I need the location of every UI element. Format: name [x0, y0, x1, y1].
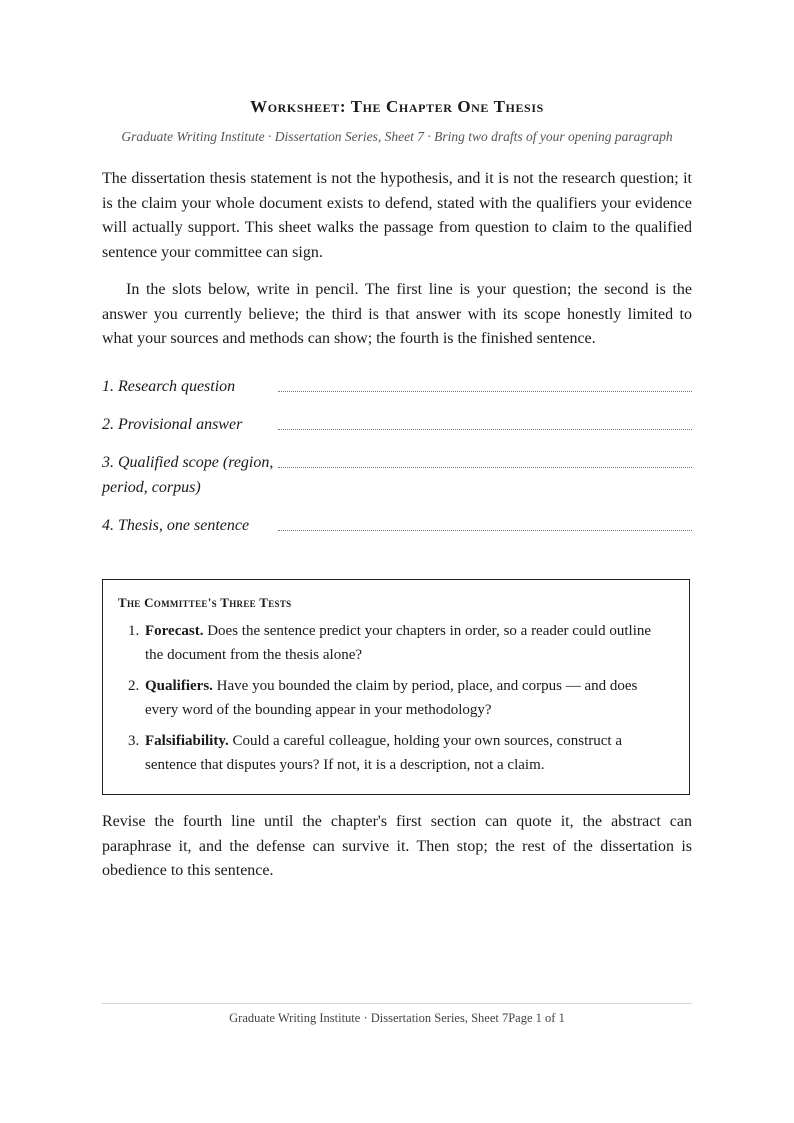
- page-footer: [102, 1010, 692, 1026]
- committee-tests-box: [102, 579, 690, 795]
- test-term: Falsifiability.: [145, 733, 229, 749]
- footer-source: Graduate Writing Institute · Dissertation Series, Sheet 7: [229, 1011, 509, 1025]
- slot-write-line[interactable]: [278, 374, 692, 392]
- test-item-falsifiability: [103, 730, 691, 777]
- slot-thesis: [102, 513, 692, 538]
- answer-slots: [102, 374, 692, 551]
- test-term: Forecast.: [145, 623, 204, 639]
- closing-paragraph: Revise the fourth line until the chapter's first section can quote it, the abstract can paraphrase it, and the defense can survive it. Then stop; the rest of the dissertation is obedience to this sentence.: [102, 813, 692, 880]
- footer-divider: [102, 1003, 692, 1004]
- test-item-forecast: [103, 620, 691, 667]
- test-number: 3.: [128, 733, 140, 749]
- slot-write-line[interactable]: [278, 513, 692, 531]
- slot-write-line[interactable]: [278, 412, 692, 430]
- slot-label: 2. Provisional answer: [102, 416, 243, 433]
- tests-list: [103, 620, 691, 785]
- test-text: Could a careful colleague, holding your own sources, construct a sentence that disputes yours? If not, it is a description, not a claim.: [145, 733, 622, 773]
- test-number: 2.: [128, 678, 140, 694]
- instructions-paragraph: In the slots below, write in pencil. The first line is your question; the second is the answer you currently believe; the third is that answer with its scope honestly limited to what your sources and methods can show; the fourth is the finished sentence.: [102, 281, 692, 348]
- footer-page-number: Page 1 of 1: [508, 1011, 565, 1025]
- test-number: 1.: [128, 623, 140, 639]
- slot-research-question: [102, 374, 692, 399]
- test-text: Have you bounded the claim by period, place, and corpus — and does every word of the bounding appear in your methodology?: [145, 678, 638, 718]
- intro-paragraph: The dissertation thesis statement is not the hypothesis, and it is not the research question; it is the claim your whole document exists to defend, stated with the qualifiers your evidence will actually support. This sheet walks the passage from question to claim to the qualified sentence your committee can sign.: [102, 170, 692, 261]
- slot-label: 4. Thesis, one sentence: [102, 517, 250, 534]
- tests-box-title: The Committee's Three Tests: [118, 595, 292, 610]
- test-text: Does the sentence predict your chapters in order, so a reader could outline the document from the thesis alone?: [145, 623, 652, 663]
- test-item-qualifiers: [103, 675, 691, 722]
- slot-write-line[interactable]: [278, 450, 692, 468]
- slot-label: 1. Research question: [102, 378, 236, 395]
- slot-label: 3. Qualified scope (region, period, corpus): [102, 454, 274, 496]
- page-subtitle: Graduate Writing Institute · Dissertation Series, Sheet 7 · Bring two drafts of your opening paragraph: [121, 129, 673, 144]
- slot-qualified-scope: [102, 450, 692, 500]
- page-title: Worksheet: The Chapter One Thesis: [250, 97, 544, 116]
- slot-provisional-answer: [102, 412, 692, 437]
- test-term: Qualifiers.: [145, 678, 213, 694]
